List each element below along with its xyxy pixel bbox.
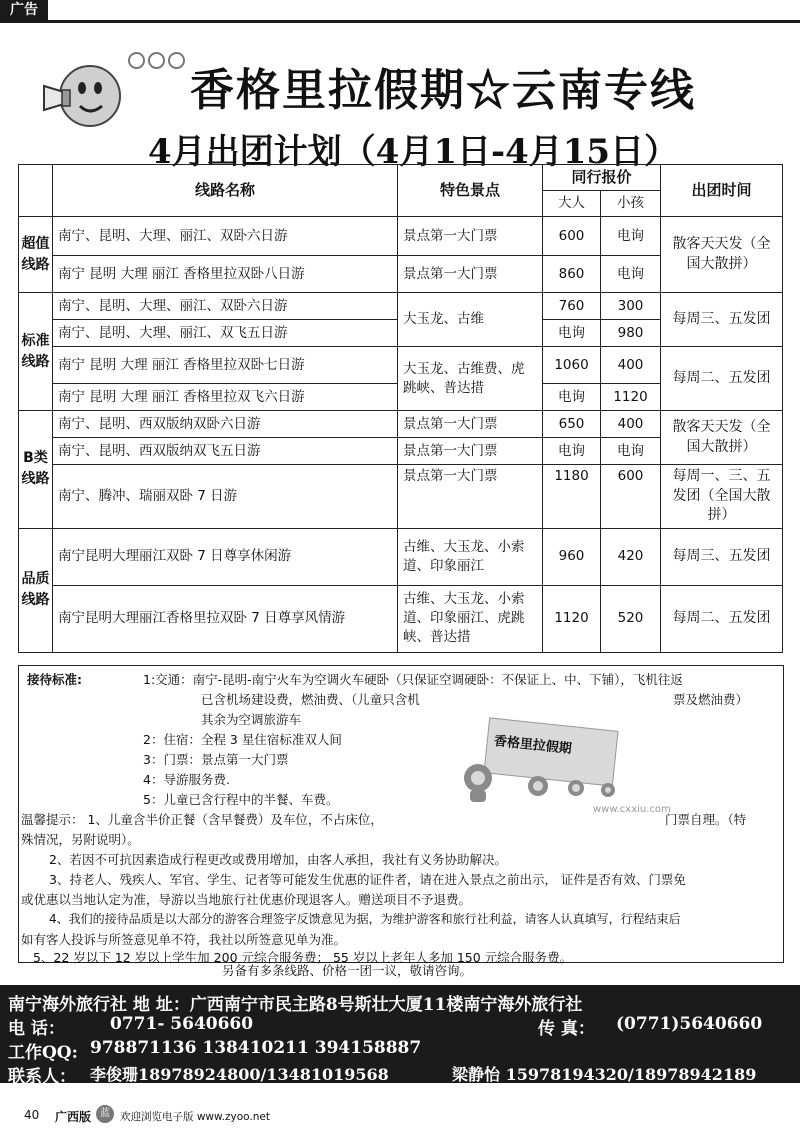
- departure-cell: 每周三、五发团: [661, 528, 783, 585]
- tip-3b: 或优惠以当地认定为准，导游以当地旅行社优惠价现退客人。赠送项目不予退费。: [21, 892, 472, 907]
- child-price: 1120: [601, 384, 661, 411]
- adult-price: 760: [543, 293, 601, 320]
- contact-primary: 李俊珊18978924800/13481019568: [90, 1065, 389, 1084]
- sights-cell: 景点第一大门票: [398, 217, 543, 256]
- adult-price: 1120: [543, 585, 601, 652]
- child-price: 电询: [601, 438, 661, 465]
- header-departure: 出团时间: [661, 165, 783, 217]
- top-rule: [0, 20, 800, 23]
- note-children: 5：儿童已含行程中的半餐、车费。: [143, 792, 339, 807]
- watermark-url: www.cxxiu.com: [593, 804, 671, 815]
- tip-4b: 如有客人投诉与所签意见单不符，我社以所签意见单为准。: [21, 932, 347, 947]
- table-row: [19, 528, 783, 585]
- fax-number: (0771)5640660: [616, 1014, 763, 1034]
- child-price: 300: [601, 293, 661, 320]
- itinerary-table: [18, 164, 783, 653]
- note-transport-2b: 票及燃油费）: [673, 692, 749, 707]
- monkey-parade-icon: [458, 752, 638, 806]
- adult-price: 电询: [543, 320, 601, 347]
- route-cell: 南宁 昆明 大理 丽江 香格里拉双卧七日游: [53, 347, 398, 384]
- phone-label: 电 话：: [8, 1019, 65, 1039]
- adult-price: 650: [543, 411, 601, 438]
- departure-cell: 每周二、五发团: [661, 585, 783, 652]
- sights-cell: 大玉龙、古维: [398, 293, 543, 347]
- departure-cell: 散客天天发（全国大散拼）: [661, 411, 783, 465]
- table-row: [19, 217, 783, 256]
- edition-badge: 蓝: [96, 1105, 114, 1123]
- contact-label: 联系人：: [8, 1067, 76, 1087]
- tip-1: 温馨提示： 1、儿童含半价正餐（含早餐费）及车位，不占床位，: [21, 812, 383, 827]
- agency-footer: [0, 985, 800, 1087]
- brand-title: 香格里拉假期☆云南专线: [190, 65, 696, 116]
- departure-cell: 每周二、五发团: [661, 347, 783, 411]
- child-price: 520: [601, 585, 661, 652]
- note-guide: 4：导游服务费.: [143, 772, 230, 787]
- qq-numbers: 978871136 138410211 394158887: [90, 1038, 422, 1058]
- note-tickets: 3：门票：景点第一大门票: [143, 752, 289, 767]
- header-sights: 特色景点: [398, 165, 543, 217]
- header-child: 小孩: [601, 191, 661, 217]
- category-label: 超值线路: [19, 217, 53, 293]
- sights-cell: 景点第一大门票: [398, 256, 543, 293]
- header-adult: 大人: [543, 191, 601, 217]
- route-cell: 南宁、昆明、大理、丽江、双卧六日游: [53, 217, 398, 256]
- child-price: 电询: [601, 217, 661, 256]
- table-row: [19, 465, 783, 529]
- agency-address: 南宁海外旅行社 地 址：广西南宁市民主路8号斯壮大厦11楼南宁海外旅行社: [8, 995, 583, 1015]
- adult-price: 960: [543, 528, 601, 585]
- tip-5: 5、22 岁以下 12 岁以上学生加 200 元综合服务费； 55 岁以上老年人多加 150 元综合服务费。: [33, 950, 573, 965]
- departure-cell: 散客天天发（全国大散拼）: [661, 217, 783, 293]
- child-price: 980: [601, 320, 661, 347]
- child-price: 电询: [601, 256, 661, 293]
- table-row: [19, 293, 783, 320]
- adult-price: 860: [543, 256, 601, 293]
- speech-bubbles: [128, 52, 188, 73]
- tip-4: 4、我们的接待品质是以大部分的游客合理签字反馈意见为据，为维护游客和旅行社利益，请客人认真填写，行程结束后: [49, 912, 681, 926]
- edition-name: 广西版: [55, 1110, 92, 1124]
- route-cell: 南宁、昆明、大理、丽江、双卧六日游: [53, 293, 398, 320]
- table-row: [19, 411, 783, 438]
- megaphone-mascot-icon: [42, 56, 122, 136]
- header-route: 线路名称: [53, 165, 398, 217]
- sights-cell: 古维、大玉龙、小索道、印象丽江、虎跳峡、普达措: [398, 585, 543, 652]
- page-number: 40: [24, 1108, 40, 1122]
- note-transport: 1:交通：南宁-昆明-南宁火车为空调火车硬卧（只保证空调硬卧：不保证上、中、下铺），飞机往返: [143, 672, 683, 687]
- tip-2: 2、若因不可抗因素造成行程更改或费用增加，由客人承担，我社有义务协助解决。: [49, 852, 507, 867]
- route-cell: 南宁昆明大理丽江双卧 7 日尊享休闲游: [53, 528, 398, 585]
- route-cell: 南宁昆明大理丽江香格里拉双卧 7 日尊享风情游: [53, 585, 398, 652]
- qq-label: 工作QQ:: [8, 1043, 78, 1063]
- contact-secondary: 梁静怡 15978194320/18978942189: [452, 1065, 757, 1084]
- adult-price: 1180: [543, 465, 601, 529]
- header-price: 同行报价: [543, 165, 661, 191]
- table-row: [19, 585, 783, 652]
- note-transport-3: 其余为空调旅游车: [201, 712, 302, 727]
- sights-cell: 大玉龙、古维费、虎跳峡、普达措: [398, 347, 543, 411]
- route-cell: 南宁、昆明、西双版纳双飞五日游: [53, 438, 398, 465]
- phone-number: 0771- 5640660: [110, 1014, 254, 1034]
- fax-label: 传 真：: [538, 1019, 595, 1039]
- sights-cell: 古维、大玉龙、小索道、印象丽江: [398, 528, 543, 585]
- tip-1b: 门票自理。（特: [665, 812, 747, 827]
- site-link: 欢迎浏览电子版 www.zyoo.net: [120, 1111, 270, 1123]
- note-transport-2: 已含机场建设费，燃油费、（儿童只含机: [201, 692, 420, 707]
- table-row: [19, 347, 783, 384]
- route-cell: 南宁、昆明、大理、丽江、双飞五日游: [53, 320, 398, 347]
- tip-1c: 殊情况，另附说明）。: [21, 832, 140, 847]
- adult-price: 电询: [543, 384, 601, 411]
- departure-cell: 每周三、五发团: [661, 293, 783, 347]
- sights-cell: 景点第一大门票: [398, 438, 543, 465]
- child-price: 400: [601, 411, 661, 438]
- category-label: 品质线路: [19, 528, 53, 652]
- tip-6: 另备有多条线路、价格一团一议，敬请咨询。: [222, 963, 473, 978]
- category-label: 标准线路: [19, 293, 53, 411]
- standard-label: 接待标准:: [27, 672, 82, 687]
- plan-title: 4月出团计划（4月1日-4月15日）: [148, 132, 679, 172]
- note-lodging: 2：住宿：全程 3 星住宿标准双人间: [143, 732, 342, 747]
- child-price: 420: [601, 528, 661, 585]
- adult-price: 电询: [543, 438, 601, 465]
- adult-price: 600: [543, 217, 601, 256]
- banner-text: 香格里拉假期: [493, 733, 573, 758]
- tip-3: 3、持老人、残疾人、军官、学生、记者等可能发生优惠的证件者，请在进入景点之前出示， 证件是否有效、门票免: [49, 872, 686, 887]
- route-cell: 南宁 昆明 大理 丽江 香格里拉双卧八日游: [53, 256, 398, 293]
- route-cell: 南宁 昆明 大理 丽江 香格里拉双飞六日游: [53, 384, 398, 411]
- child-price: 400: [601, 347, 661, 384]
- sights-cell: 景点第一大门票: [398, 411, 543, 438]
- category-label: B类线路: [19, 411, 53, 529]
- route-cell: 南宁、昆明、西双版纳双卧六日游: [53, 411, 398, 438]
- departure-cell: 每周一、三、五发团（全国大散拼）: [661, 465, 783, 529]
- route-cell: 南宁、腾冲、瑞丽双卧 7 日游: [53, 465, 398, 529]
- ad-tag: 广告: [0, 0, 48, 20]
- child-price: 600: [601, 465, 661, 529]
- sights-cell: 景点第一大门票: [398, 465, 543, 529]
- adult-price: 1060: [543, 347, 601, 384]
